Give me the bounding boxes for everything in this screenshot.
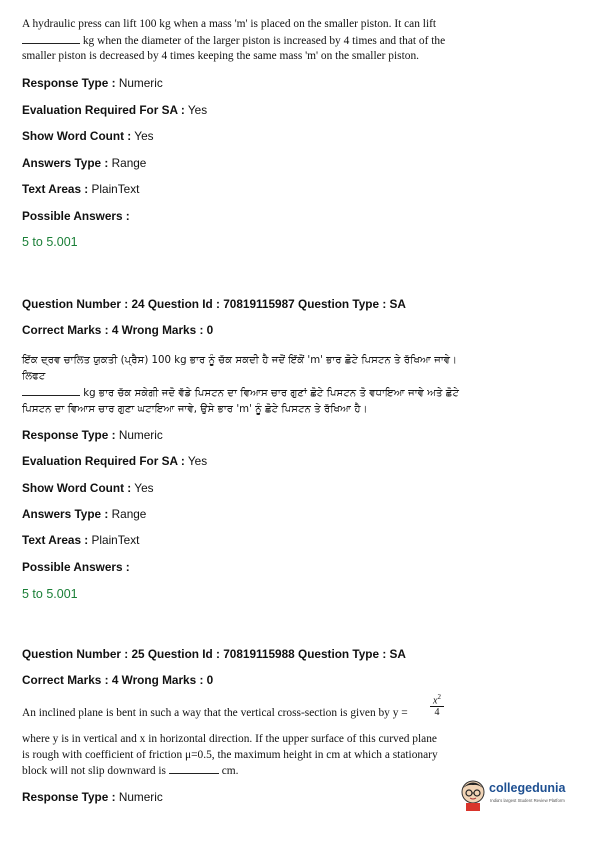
- text-areas-q23: Text Areas : PlainText: [22, 182, 140, 196]
- response-type-q25: Response Type : Numeric: [22, 790, 163, 804]
- response-type-q23: Response Type : Numeric: [22, 76, 163, 90]
- answers-type-q24: Answers Type : Range: [22, 507, 147, 521]
- evaluation-required-q23: Evaluation Required For SA : Yes: [22, 103, 208, 117]
- possible-answers-label-q24: Possible Answers :: [22, 560, 130, 574]
- question-header-q25: Question Number : 25 Question Id : 70819115988 Question Type : SA: [22, 647, 406, 661]
- show-word-count-q24: Show Word Count : Yes: [22, 481, 154, 495]
- question-text-q24: ਇੱਕ ਦ੍ਰਵ ਚਾਲਿਤ ਯੁਕਤੀ (ਪ੍ਰੈਸ) 100 kg ਭਾਰ ਨੂੰ ਚੱਕ ਸਕਦੀ ਹੈ ਜਦੋਂ ਇੱਕੋਂ 'm' ਭਾਰ ਛੋਟੇ ਪਿਸਟਨ ਤੇ ਰੱਖਿਆ ਜਾਵੇ। ਲਿਫਟ kg ਭਾਰ ਚੱਕ ਸਕੇਗੀ ਜਦੋ ਵੱਡੇ ਪਿਸਟਨ ਦਾ ਵਿਆਸ ਚਾਰ ਗੁਣਾਂ ਛੋਟੇ ਪਿਸਟਨ ਤੋ ਵਧਾਇਆ ਜਾਵੇ ਅਤੇ ਛੋਟੇ ਪਿਸਟਨ ਦਾ ਵਿਆਸ ਚਾਰ ਗੁਣਾ ਘਟਾਇਆ ਜਾਵੇ, ਉਸੇ ਭਾਰ 'm' ਨੂੰ ਛੋਟੇ ਪਿਸਟਨ ਤੇ ਰੱਖਿਆ ਹੈ।: [22, 355, 460, 415]
- show-word-count-q23: Show Word Count : Yes: [22, 129, 154, 143]
- possible-answers-label-q23: Possible Answers :: [22, 209, 130, 223]
- question-text-q25-line1: An inclined plane is bent in such a way that the vertical cross-section is given by y =: [22, 707, 408, 719]
- question-text-q23: A hydraulic press can lift 100 kg when a mass 'm' is placed on the smaller piston. It can lift kg when the diameter of the larger piston is increased by 4 times and that of the smaller piston is decreased by 4 times keeping the same mass 'm' on the smaller piston.: [22, 18, 446, 62]
- answer-blank: [169, 763, 219, 774]
- answer-blank: [22, 385, 80, 396]
- marks-q25: Correct Marks : 4 Wrong Marks : 0: [22, 673, 214, 687]
- evaluation-required-q24: Evaluation Required For SA : Yes: [22, 454, 208, 468]
- answers-type-q23: Answers Type : Range: [22, 156, 147, 170]
- mascot-icon: [459, 778, 487, 812]
- answer-blank: [22, 33, 80, 44]
- text-areas-q24: Text Areas : PlainText: [22, 533, 140, 547]
- question-text-q25-rest: where y is in vertical and x in horizontal direction. If the upper surface of this curved plane is rough with coefficient of friction μ=0.5, the maximum height in cm at which a stationary block will not slip downward is cm.: [22, 733, 438, 777]
- collegedunia-logo: [459, 778, 579, 818]
- logo-wordmark: collegedunia: [489, 781, 566, 795]
- response-type-q24: Response Type : Numeric: [22, 428, 163, 442]
- marks-q24: Correct Marks : 4 Wrong Marks : 0: [22, 323, 214, 337]
- possible-answer-q24: 5 to 5.001: [22, 587, 78, 601]
- equation-fraction: $\frac{x^2}{4}$: [430, 692, 444, 719]
- logo-tagline: India's largest Student Review Platform: [490, 798, 565, 803]
- question-header-q24: Question Number : 24 Question Id : 70819115987 Question Type : SA: [22, 297, 406, 311]
- possible-answer-q23: 5 to 5.001: [22, 235, 78, 249]
